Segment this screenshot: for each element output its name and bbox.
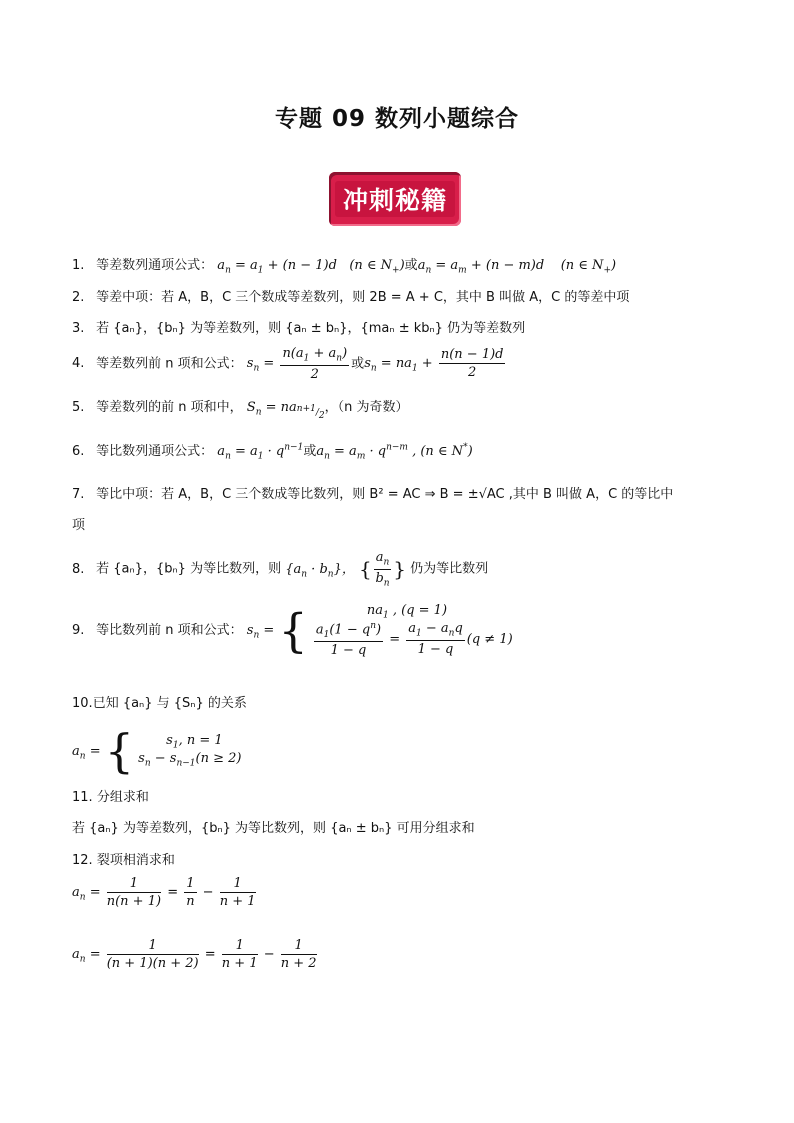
formula-sum-lhs: $s_n$ = [246, 356, 275, 374]
telescoping-formula-1: $a_n$ = $\frac{1}{n(n + 1)}$ = $\frac{1}{n}$ − $\frac{1}{n + 1}$ [72, 876, 256, 909]
item-4-label: 等差数列前 n 项和公式： [96, 356, 243, 372]
page-title: 专题 09 数列小题综合 [274, 106, 520, 132]
item-11-text: 分组求和 [96, 790, 149, 805]
item-10-number: 10. [72, 696, 93, 711]
item-7-number: 7. [72, 487, 85, 502]
case-q-not-1: $\frac{a_1(1 - q^n)}{1 - q}$ = $\frac{a_1 - a_nq}{1 - q}$ (q ≠ 1) [315, 620, 513, 658]
item-2-number: 2. [72, 290, 85, 305]
item-4 [72, 346, 507, 382]
item-5-note: ，（n 为奇数） [324, 400, 409, 415]
item-1-label: 等差数列通项公式： [96, 258, 214, 273]
item-6-label: 等比数列通项公式： [96, 444, 214, 459]
formula-odd-sum: $S_n = na_{^{n+1}/_2}$ [246, 400, 325, 421]
item-7-text: 等比中项：若 A，B，C 三个数成等比数列，则 B² = AC ⇒ B = ±√AC ,其中 B 叫做 A，C 的等比中 [96, 487, 674, 502]
item-2 [72, 286, 629, 305]
formula-arith-general: $a_n = a_1 + (n - 1)d$ (n ∈ $N_+$) [217, 258, 405, 276]
cases-brace-icon-2: { [104, 724, 135, 778]
item-9 [72, 603, 513, 658]
badge [329, 172, 461, 226]
case-n-ge-2: $s_n - s_{n-1}(n \ge 2)$ [138, 751, 242, 769]
item-1-number: 1. [72, 258, 85, 273]
item-7-continuation: 项 [72, 518, 86, 533]
item-5-label: 等差数列的前 n 项和中， [96, 400, 243, 415]
item-6-number: 6. [72, 444, 85, 459]
item-5-number: 5. [72, 400, 85, 415]
right-brace-icon: } [393, 557, 407, 582]
or-word-4: 或 [351, 356, 365, 372]
case-n-equals-1: $s_1$, n = 1 [166, 733, 223, 751]
item-11-number: 11. [72, 790, 93, 805]
item-3-number: 3. [72, 321, 85, 336]
item-7 [72, 483, 673, 502]
telescoping-formula-2: $a_n$ = $\frac{1}{(n + 1)(n + 2)}$ = $\frac{1}{n + 1}$ − $\frac{1}{n + 2}$ [72, 938, 317, 971]
or-word-6: 或 [303, 444, 317, 459]
item-10-formula [72, 724, 242, 778]
item-12 [72, 849, 175, 868]
item-8-end: 仍为等比数列 [410, 561, 489, 577]
item-12-text: 裂项相消求和 [96, 853, 175, 868]
formula-sum-frac-2: $\frac{n(n - 1)d}{2}$ [440, 347, 504, 381]
badge-label: 冲刺秘籍 [342, 186, 447, 215]
formula-sum-frac-1: $\frac{n(a_1 + a_n)}{2}$ [282, 346, 348, 382]
item-11 [72, 786, 149, 805]
formula-geo-general: $a_n = a_1 \cdot q^{n-1}$ [217, 442, 304, 462]
item-3-text: 若 {aₙ}，{bₙ} 为等差数列，则 {aₙ ± bₙ}，{maₙ ± kbₙ} 仍为等差数列 [96, 321, 526, 336]
formula-sum-alt: $s_n = na_1$ + [364, 356, 433, 374]
left-brace-icon: { [358, 557, 372, 582]
item-9-label: 等比数列前 n 项和公式： [96, 622, 243, 638]
formula-geo-product: $\{a_n \cdot b_n\}$， [285, 561, 355, 580]
item-5 [72, 396, 409, 420]
formula-an-cases [138, 733, 241, 768]
item-8-number: 8. [72, 561, 85, 577]
item-2-text: 等差中项：若 A，B，C 三个数成等差数列，则 2B = A + C，其中 B 叫做 A，C 的等差中项 [96, 290, 630, 305]
item-12-number: 12. [72, 853, 93, 868]
or-word-1: 或 [404, 258, 418, 273]
item-6 [72, 440, 473, 462]
item-10-text: 已知 {aₙ} 与 {Sₙ} 的关系 [92, 696, 247, 711]
item-8 [72, 550, 488, 588]
formula-geo-quotient: $\frac{a_n}{b_n}$ [375, 550, 390, 589]
formula-arith-general-alt: $a_n = a_m + (n - m)d$ (n ∈ $N_+$) [417, 258, 617, 276]
case-q-equals-1: $na_1$ , (q = 1) [366, 603, 448, 621]
item-1 [72, 254, 616, 276]
formula-geo-sum-lhs: $s_n$ = [246, 622, 275, 641]
formula-geo-general-alt: $a_n = a_m \cdot q^{n-m}$ , (n ∈ N*) [316, 442, 473, 462]
formula-geo-sum-cases [312, 603, 513, 658]
cases-brace-icon: { [278, 603, 308, 658]
item-4-number: 4. [72, 356, 85, 372]
formula-an-lhs: $a_n$ = [72, 743, 101, 762]
item-3 [72, 317, 525, 336]
item-10 [72, 692, 247, 711]
item-8-label: 若 {aₙ}，{bₙ} 为等比数列，则 [96, 561, 282, 577]
item-11-body: 若 {aₙ} 为等差数列，{bₙ} 为等比数列，则 {aₙ ± bₙ} 可用分组求和 [72, 821, 475, 836]
item-9-number: 9. [72, 622, 85, 638]
